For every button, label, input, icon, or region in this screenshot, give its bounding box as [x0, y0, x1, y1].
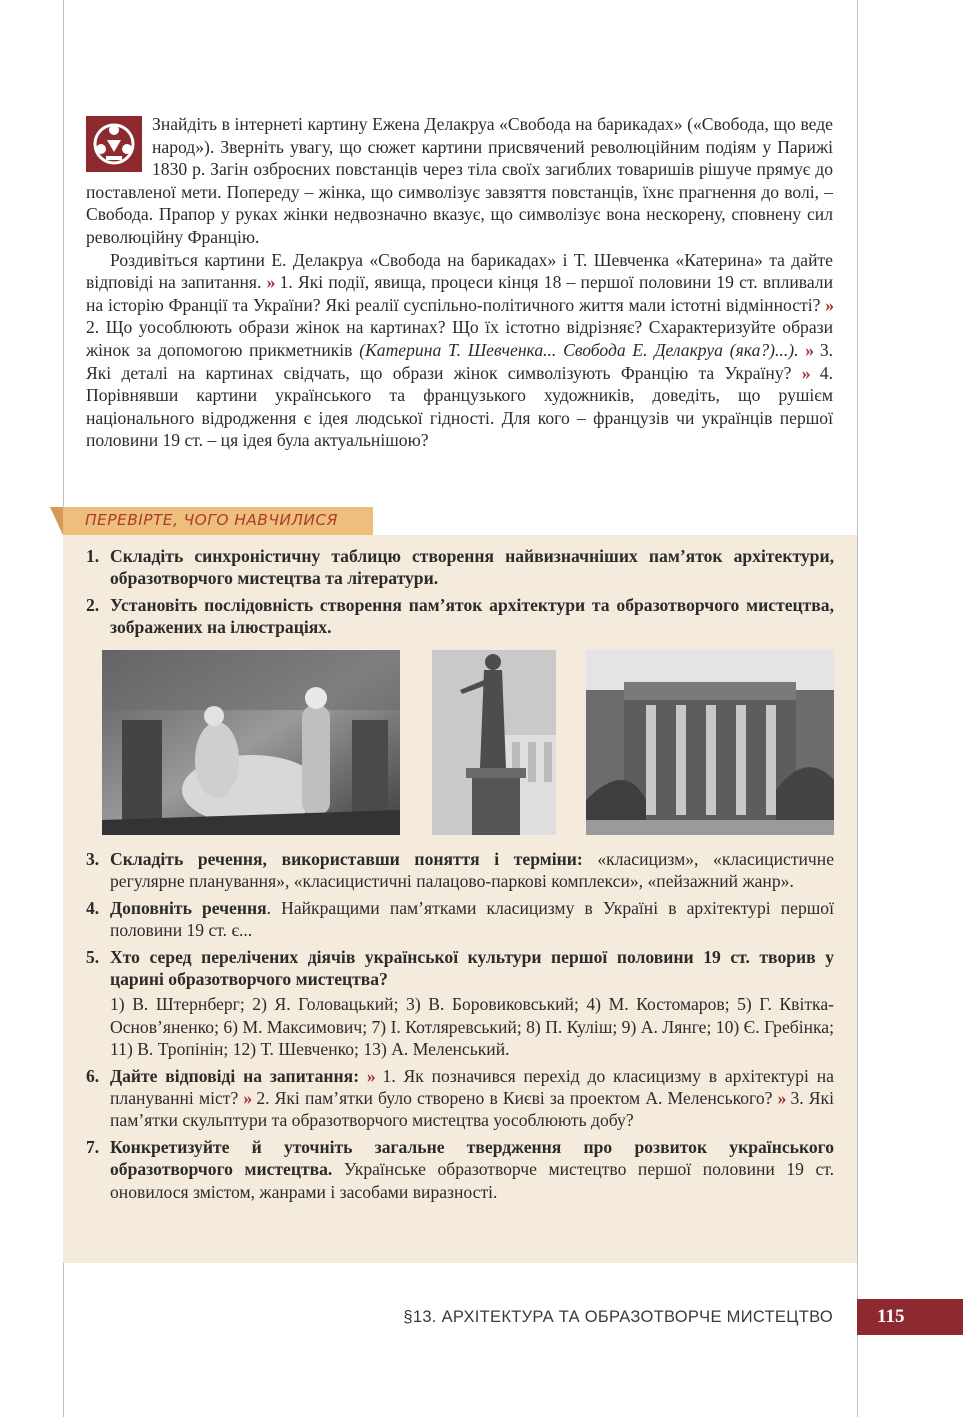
task-item-7: 7. Конкретизуйте й уточніть загальне твердження про розвиток українського образотворчого мистецтва. Українське образотворче мистецтво першої половини 19 ст. оновилося змістом, жанрами і засобами виразності.: [86, 1136, 835, 1202]
section-title: ПЕРЕВІРТЕ, ЧОГО НАВЧИЛИСЯ: [85, 511, 338, 529]
group-work-icon: [86, 116, 142, 172]
task-list-upper: [86, 545, 834, 643]
painting-illustration: [102, 650, 400, 835]
intro-text: [86, 113, 833, 452]
university-building-photo: [586, 650, 834, 835]
arrow-icon: »: [825, 294, 834, 315]
task-list-lower: [86, 848, 834, 1207]
page-number: 115: [857, 1299, 963, 1335]
task-item-5: 5. Хто серед перелічених діячів української культури першої половини 19 ст. творив у царині образотворчого мистецтва? 1) В. Штернберг; 2) Я. Головацький; 3) В. Боровиковський; 4) М. Костомаров; 5) Г. Квітка-Основ’яненко; 6) М. Максимович; 7) І. Котляревський; 8) П. Куліш; 9) А. Лянге; 10) Є. Гребінка; 11) В. Тропінін; 12) Т. Шевченко; 13) А. Меленський.: [86, 946, 834, 1060]
right-margin-line: [857, 0, 858, 1417]
intro-paragraph-1: Знайдіть в інтернеті картину Ежена Делакруа «Свобода на барикадах» («Свобода, що веде народ»). Зверніть увагу, що сюжет картини присвячений революційним подіям у Парижі 1830 р. Загін озброєних повстанців через тіла своїх загиблих товаришів рішуче прямує до поставленої мети. Попереду – жінка, що символізує завзяття повстанців, їхнє прагнення до волі, – Свобода. Прапор у руках жінки недвозначно вказує, що символізує вона нескорену, сповнену сил революційну Францію.: [86, 114, 833, 247]
task-item-1: 1. Складіть синхроністичну таблицю створення найвизначніших пам’яток архітектури, образотворчого мистецтва та літератури.: [86, 546, 834, 589]
task-item-3: 3. Складіть речення, використавши поняття і терміни: «класицизм», «класицистичне регулярне планування», «класицистичні палацово-паркові комплекси», «пейзажний жанр».: [86, 849, 834, 892]
intro-paragraph-2: Роздивіться картини Е. Делакруа «Свобода на барикадах» і Т. Шевченка «Катерина» та дайте відповіді на запитання. » 1. Які події, явища, процеси кінця 18 – першої половини 19 ст. впливали на історію Франції та України? Які реалії суспільно-політичного життя мали істотні відмінності? » 2. Що уособлюють образи жінок на картинах? Що їх істотно відрізняє? Схарактеризуйте образи жінок за допомогою прикметників (Катерина Т. Шевченка... Свобода Е. Делакруа (яка?)...). » 3. Які деталі на картинах свідчать, що образи жінок символізують Францію та Україну? » 4. Порівнявши картини українського та французького художників, доведіть, що рушієм національного відродження є ідея людської гідності. Для кого – французів чи українців першої половини 19 ст. – ця ідея була актуальнішою?: [86, 249, 834, 451]
statue-photo: [432, 650, 556, 835]
arrow-icon: »: [805, 339, 814, 360]
arrow-icon: »: [243, 1088, 252, 1109]
arrow-icon: »: [801, 362, 810, 383]
running-footer-title: §13. АРХІТЕКТУРА ТА ОБРАЗОТВОРЧЕ МИСТЕЦТВО: [403, 1308, 833, 1326]
task-item-2: 2. Установіть послідовність створення пам’яток архітектури та образотворчого мистецтва, зображених на ілюстраціях.: [86, 594, 834, 638]
arrow-icon: »: [266, 272, 275, 293]
arrow-icon: »: [777, 1088, 786, 1109]
task-item-4: 4. Доповніть речення. Найкращими пам’ятками класицизму в Україні в архітектурі першої половини 19 ст. є...: [86, 897, 834, 941]
arrow-icon: »: [366, 1065, 375, 1086]
task-item-6: 6. Дайте відповіді на запитання: » 1. Як позначився перехід до класицизму в архітектурі на плануванні міст? » 2. Які пам’ятки було створено в Києві за проектом А. Меленського? » 3. Які пам’ятки скульптури та образотворчого мистецтва уособлюють добу?: [86, 1065, 834, 1131]
task-5-options: 1) В. Штернберг; 2) Я. Головацький; 3) В. Боровиковський; 4) М. Костомаров; 5) Г. Квітка-Основ’яненко; 6) М. Максимович; 7) І. Котляревський; 8) П. Куліш; 9) А. Лянге; 10) Є. Гребінка; 11) В. Тропінін; 12) Т. Шевченко; 13) А. Меленський.: [110, 994, 834, 1060]
section-header-tab: [63, 507, 373, 535]
